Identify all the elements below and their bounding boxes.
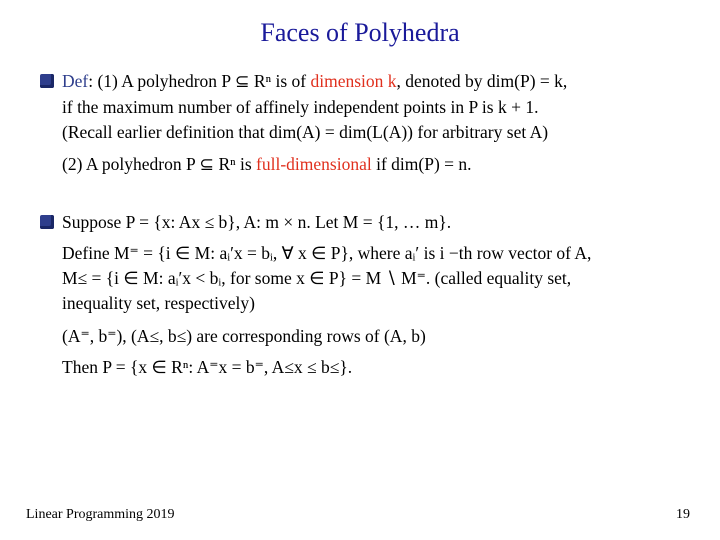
def-line-1-text-d: , denoted by dim(P) = k, bbox=[396, 71, 568, 91]
def-line-1-text-a: : (1) A polyhedron bbox=[88, 71, 222, 91]
suppose-line-6: Then P = {x ∈ Rⁿ: A⁼x = b⁼, A≤x ≤ b≤}. bbox=[62, 357, 353, 377]
def-line-4-text-a: (2) A polyhedron P ⊆ Rⁿ is bbox=[62, 154, 257, 174]
def-line-1 bbox=[62, 70, 567, 92]
bullet-icon bbox=[40, 74, 54, 88]
footer-course: Linear Programming 2019 bbox=[26, 507, 175, 522]
dimension-highlight: dimension k bbox=[310, 71, 397, 91]
def-line-4 bbox=[62, 153, 472, 175]
def-line-3: (Recall earlier definition that dim(A) = dim(L(A)) for arbitrary set A) bbox=[62, 122, 549, 142]
def-line-1-math: P ⊆ Rⁿ bbox=[221, 71, 272, 91]
slide-title: Faces of Polyhedra bbox=[260, 18, 460, 47]
suppose-line-3: M≤ = {i ∈ M: aᵢ′x < bᵢ, for some x ∈ P} = M ∖ M⁼. (called equality set, bbox=[62, 268, 572, 288]
suppose-line-2: Define M⁼ = {i ∈ M: aᵢ′x = bᵢ, ∀ x ∈ P}, where aᵢ′ is i −th row vector of A, bbox=[62, 243, 592, 263]
def-line-2: if the maximum number of affinely independent points in P is k + 1. bbox=[62, 97, 539, 117]
def-line-4-text-b: if dim(P) = n. bbox=[371, 154, 472, 174]
def-label: Def bbox=[62, 71, 89, 91]
page-number: 19 bbox=[676, 507, 690, 522]
suppose-line-5: (A⁼, b⁼), (A≤, b≤) are corresponding rows of (A, b) bbox=[62, 326, 426, 346]
def-line-1-text-c: is of bbox=[271, 71, 311, 91]
full-dimensional-highlight: full-dimensional bbox=[256, 154, 372, 174]
suppose-line-1: Suppose P = {x: Ax ≤ b}, A: m × n. Let M = {1, … m}. bbox=[62, 212, 452, 232]
bullet-icon bbox=[40, 215, 54, 229]
suppose-line-4: inequality set, respectively) bbox=[62, 293, 255, 313]
